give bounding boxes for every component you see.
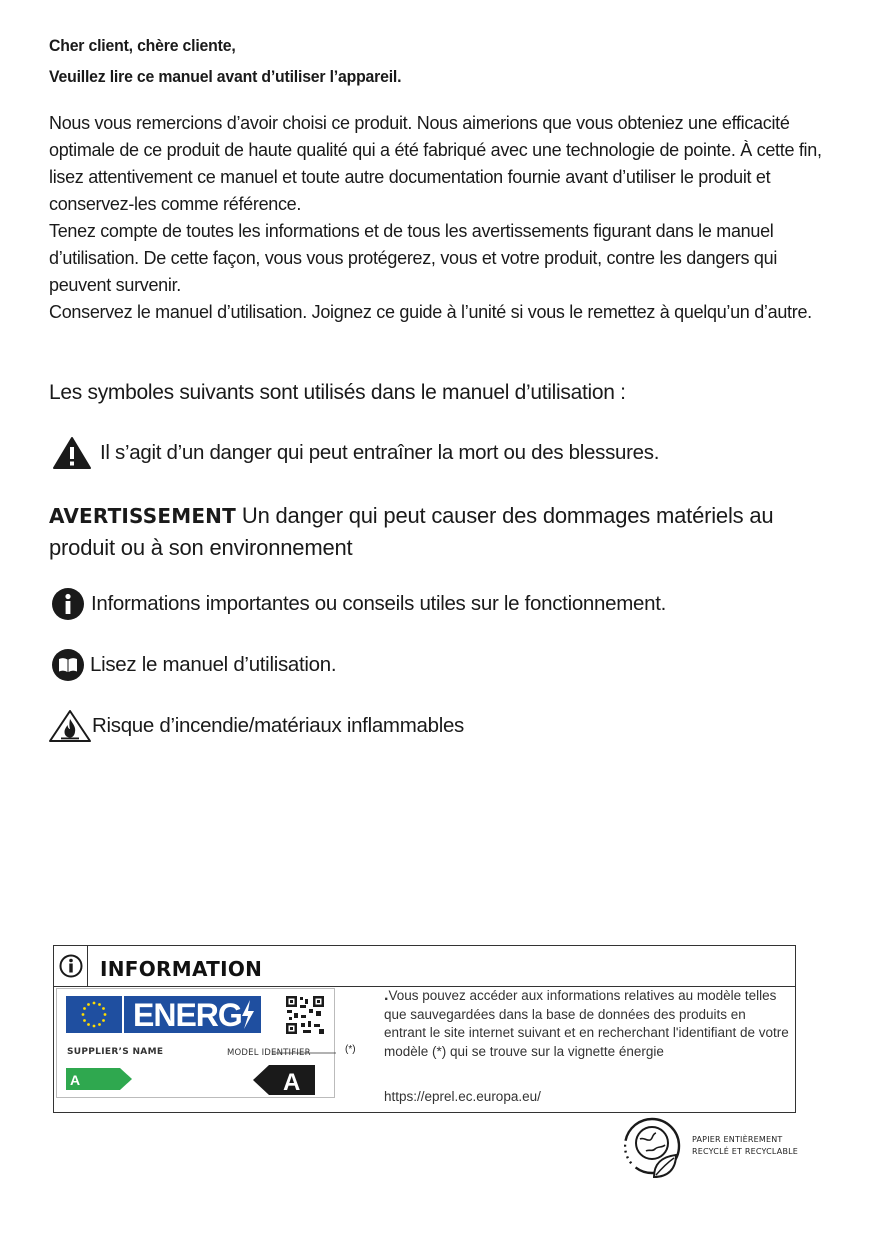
intro-text	[49, 110, 834, 326]
intro-paragraph: Nous vous remercions d’avoir choisi ce produit. Nous aimerions que vous obteniez une efficacité optimale de ce produit de haute qualité qui a été fabriqué avec une technologie de pointe. À cette fin, lisez attentivement ce manuel et toute autre documentation fournie avant d’utiliser le produit et conservez-les comme référence.	[49, 113, 822, 214]
supplier-name: SUPPLIER’S NAME	[67, 1047, 164, 1057]
class-left-letter: A	[70, 1072, 81, 1088]
intro-paragraph: Conservez le manuel d’utilisation. Joignez ce guide à l’unité si vous le remettez à quelqu’un d’autre.	[49, 302, 812, 322]
recycled-paper-text	[692, 1134, 798, 1158]
danger-text: Il s’agit d’un danger qui peut entraîner la mort ou des blessures.	[100, 441, 660, 464]
information-header	[54, 946, 795, 987]
info-row	[49, 587, 666, 621]
information-box	[53, 945, 796, 1113]
eu-flag	[66, 996, 122, 1033]
fire-text: Risque d’incendie/matériaux inflammables	[92, 714, 464, 737]
info-icon	[51, 587, 85, 621]
symbols-title: Les symboles suivants sont utilisés dans le manuel d’utilisation :	[49, 381, 626, 404]
recycled-paper-badge	[624, 1113, 798, 1179]
fire-hazard-icon	[48, 709, 92, 743]
warning-text: Un danger qui peut causer des dommages matériels au produit ou à son environnement	[49, 503, 774, 560]
energy-logo-text: ENERG	[133, 997, 242, 1033]
warning-label: AVERTISSEMENT	[49, 504, 236, 528]
manual-text: Lisez le manuel d’utilisation.	[90, 653, 337, 676]
danger-row	[49, 436, 659, 470]
recycled-line-2: RECYCLÉ ET RECYCLABLE	[692, 1147, 799, 1156]
manual-row	[49, 648, 336, 682]
energy-label-card	[56, 988, 335, 1098]
model-identifier: MODEL IDENTIFIER	[227, 1048, 311, 1058]
recycled-globe-leaf-icon	[624, 1113, 684, 1179]
fire-row	[49, 709, 464, 743]
warning-row	[49, 500, 839, 564]
manual-book-icon	[51, 648, 85, 682]
greeting-instruction: Veuillez lire ce manuel avant d’utiliser l’appareil.	[49, 67, 402, 86]
qr-code-icon	[286, 996, 324, 1034]
recycled-line-1: PAPIER ENTIÈREMENT	[692, 1135, 783, 1144]
intro-paragraph: Tenez compte de toutes les informations et de tous les avertissements figurant dans le manuel d’utilisation. De cette façon, vous vous protégerez, vous et votre produit, contre les dangers qui peuvent survenir.	[49, 221, 778, 295]
star-reference: (*)	[345, 1044, 356, 1055]
description-dot: .	[384, 987, 389, 1004]
description-text: Vous pouvez accéder aux informations relatives au modèle telles que sauvegardées dans la base de données des produits en entrant le site internet suivant et en recherchant l'identifiant de votre modèle (*) qui se trouve sur la vignette énergie	[384, 988, 789, 1059]
eprel-url: https://eprel.ec.europa.eu/	[384, 1089, 541, 1104]
eprel-description	[384, 987, 789, 1061]
danger-triangle-icon	[52, 436, 92, 470]
info-outline-icon	[59, 953, 83, 979]
class-right-letter: A	[283, 1069, 301, 1096]
information-title: INFORMATION	[100, 957, 263, 981]
greeting	[49, 30, 849, 92]
information-icon-box	[54, 946, 88, 986]
energy-label-graphic	[57, 989, 336, 1099]
info-text: Informations importantes ou conseils utiles sur le fonctionnement.	[91, 592, 667, 615]
greeting-salutation: Cher client, chère cliente,	[49, 36, 236, 55]
